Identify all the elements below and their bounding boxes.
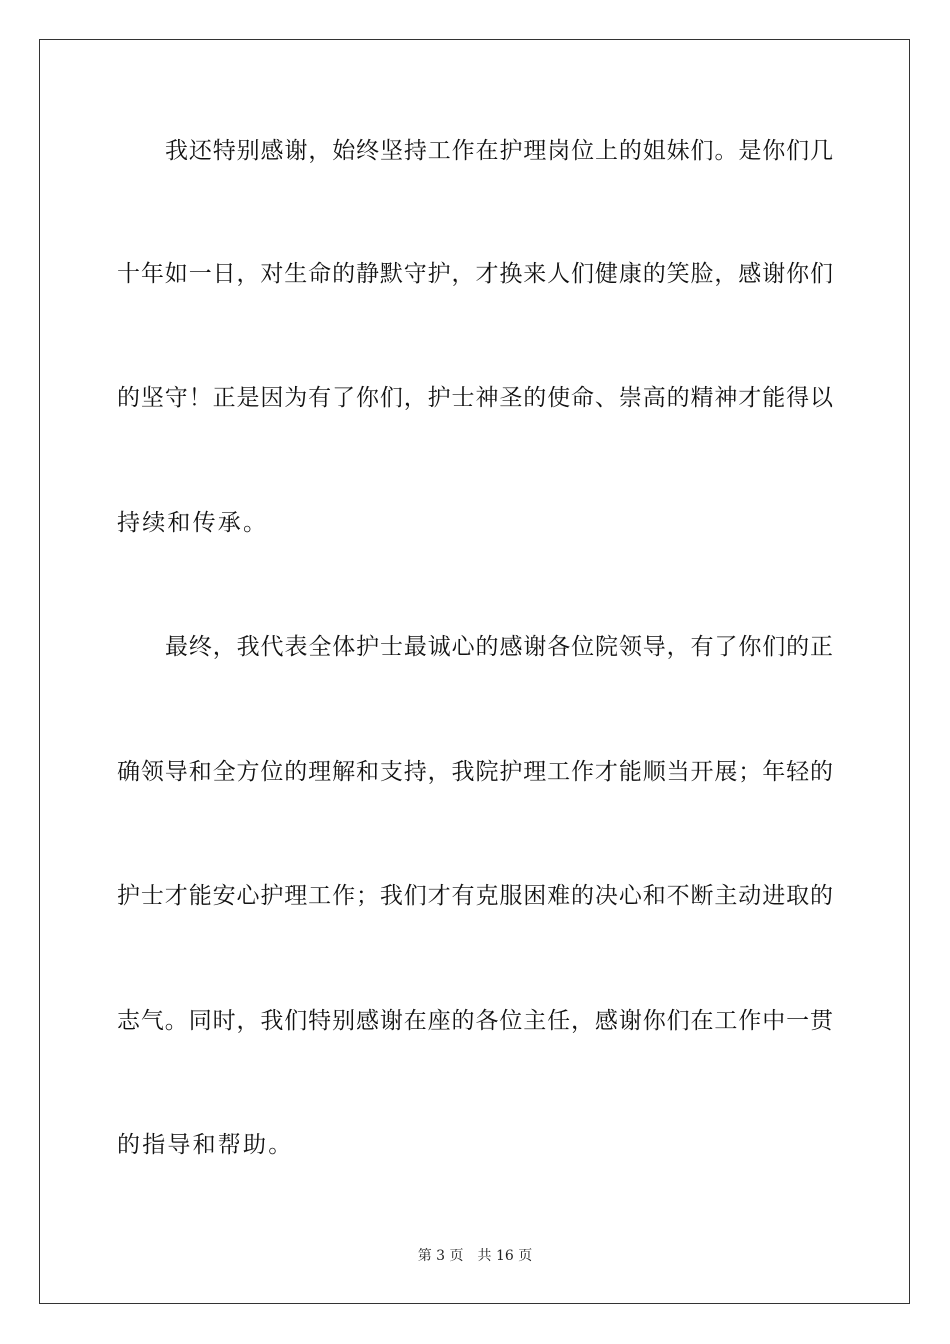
paragraph-2-line-5: 的指导和帮助。 — [117, 1132, 294, 1158]
paragraph-2-line-4: 志气。同时，我们特别感谢在座的各位主任，感谢你们在工作中一贯 — [117, 1008, 833, 1034]
paragraph-2-line-1: 最终，我代表全体护士最诚心的感谢各位院领导，有了你们的正 — [165, 634, 833, 660]
page-footer — [0, 1247, 950, 1265]
paragraph-2-line-3: 护士才能安心护理工作；我们才有克服困难的决心和不断主动进取的 — [117, 883, 833, 909]
paragraph-2-line-2: 确领导和全方位的理解和支持，我院护理工作才能顺当开展；年轻的 — [117, 759, 833, 785]
paragraph-1-line-1: 我还特别感谢，始终坚持工作在护理岗位上的姐妹们。是你们几 — [165, 138, 833, 164]
page-frame — [39, 39, 910, 1304]
paragraph-1-line-3: 的坚守！正是因为有了你们，护士神圣的使命、崇高的精神才能得以 — [117, 385, 833, 411]
page-total: 共 16 页 — [477, 1248, 533, 1264]
paragraph-1-line-2: 十年如一日，对生命的静默守护，才换来人们健康的笑脸，感谢你们 — [117, 261, 833, 287]
paragraph-1-line-4: 持续和传承。 — [117, 510, 269, 536]
page-number: 第 3 页 — [417, 1248, 464, 1264]
